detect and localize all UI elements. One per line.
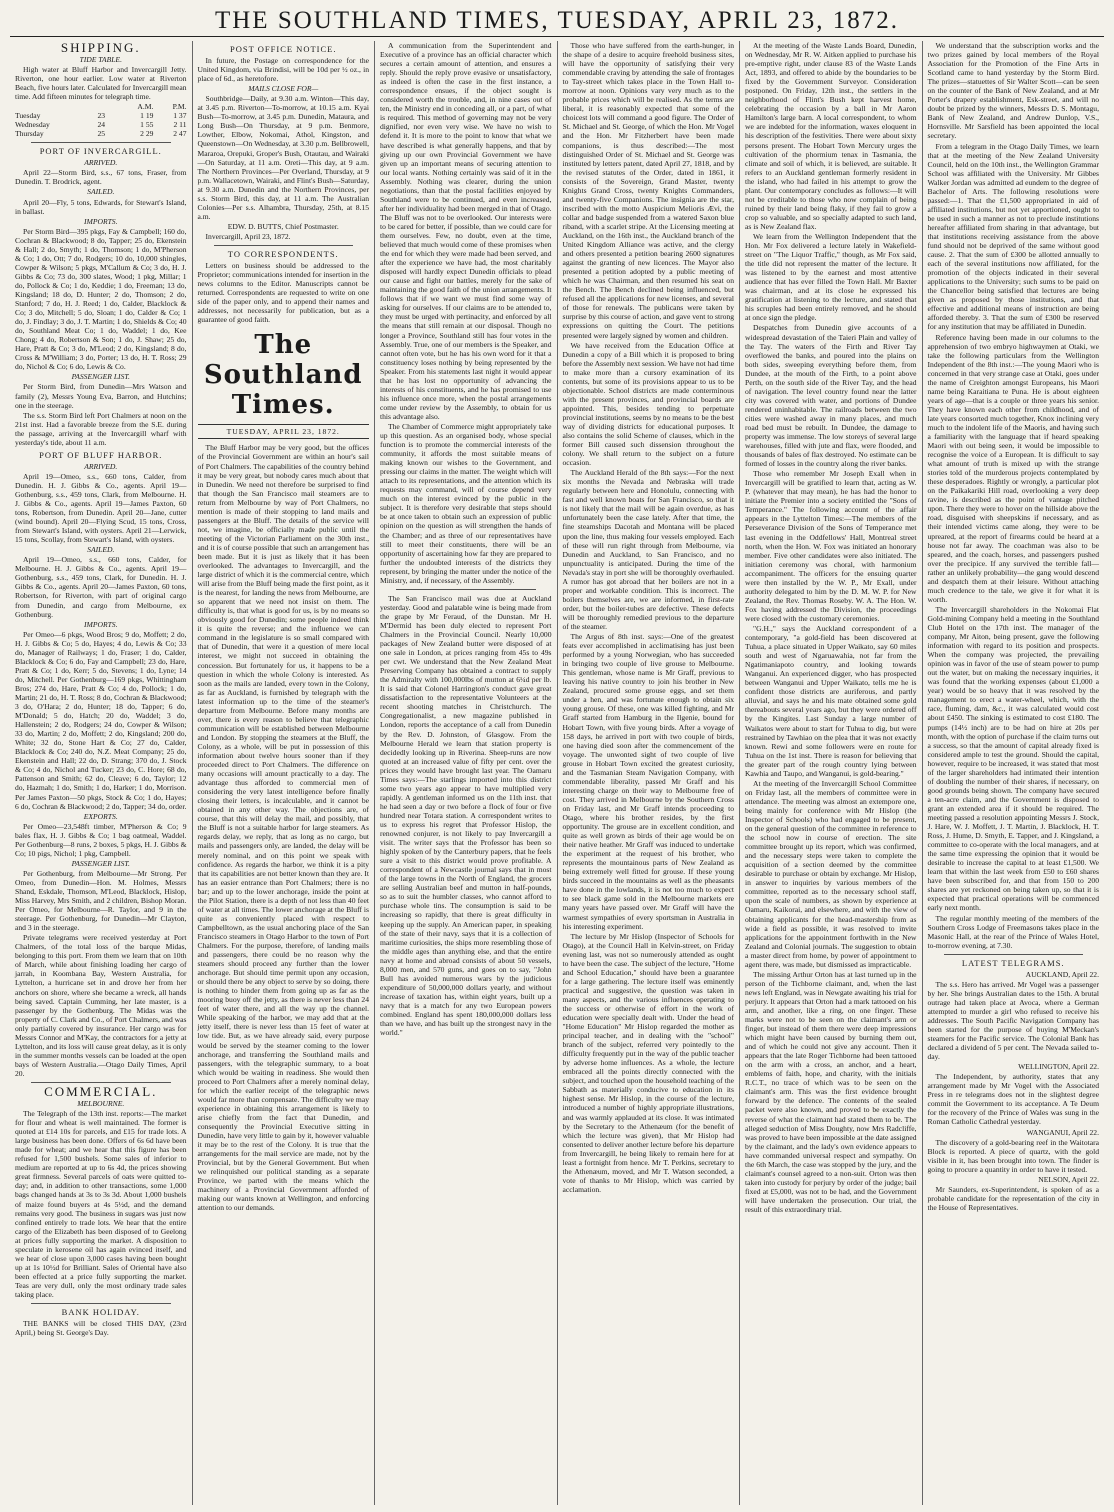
news-paragraph: At the meeting of the Invercargill School Committee on Friday last, all the members of committee were in attendance. The meeting was almost an extempore one, being mainly for conference with Mr Hislop (the Inspector of Schools) who had engaged to be present, on the general question of the committee in reference to the school now in course of erection. The site committee brought up its report, which was confirmed, and the necessary steps were taken to complete the acquisition of a section deemed by the committee desirable to purchase or obtain by exchange. Mr Hislop, in answer to inquiries by various members of the committee, reported as to the necessary school staff, upon the scale of numbers, as shown by experience at Oamaru, Kaikorai, and elsewhere, and with the view of obtaining applicants for the head-mastership from as wide a field as possible, it was resolved to invite applications for the appointment forthwith in the New Zealand and Colonial journals. The suggestion to obtain a master direct from home, by power of appointment to agent there, was made, but dismissed as impracticable. [745, 778, 917, 969]
telegram-text: Mr Saunders, ex-Superintendent, is spoken of as a probable candidate for the representation of the city in the House of Representatives. [927, 1184, 1099, 1212]
bluff-imports: Per Omeo—6 pkgs, Wood Bros; 9 do, Moffett; 2 do, H. J. Gibbs & Co; 5 do, Hayes; 4 do, Lewis & Co; 33 do, Manager of Railways; 1 do, Fraser; 1 do, Calder, Blacklock & Co; 6 do, Fay and Campbell; 23 do, Hare, Pratt & Co; 1 do, Kerr; 5 do, Stevens; 1 do, Lyne; 14 do, Mitchell. Per Gothenburg—169 pkgs, Whittingham Bros; 274 do, Hare, Pratt & Co; 4 do, Pollock; 1 do, Martin; 21 do, H. T. Ross; 8 do, Cochran & Blackwood; 3 do, O'Hara; 2 do, Hunter; 18 do, Tapper; 6 do, M'Donald; 5 do, Hatch; 20 do, Waddel; 3 do, Hallenstein; 2 do, Rodgers; 24 do, Cowper & Wilson; 33 do, Martin; 2 do, Moffett; 2 do, Kingsland; 200 do, White; 32 do, Stone Hart & Co; 27 do, Calder, Blacklock & Co; 240 do, N.Z. Meat Company; 25 do, Ekenstein and Hall; 22 do, D. Strang; 370 do, J. Stock & Co; 4 do, Nichol and Tucker; 23 do, C. Hore; 68 do, Pattenson and Smith; 62 do, Cleave; 6 do, Taylor; 12 do, Hazmah; 1 do, Smith; 1 do, Harker; 1 do, Morrison. Per James Paxton—50 pkgs, Stock & Co; 1 do, Hayes; 6 do, Cochran & Blackwood; 2 do, Tapper; 34 do, order. [15, 629, 187, 811]
divider [31, 142, 171, 143]
columns [10, 41, 1104, 1505]
news-paragraph: The Auckland Herald of the 8th says:—For the next six months the Nevada and Nebraska will trade regularly between here and Honolulu, connecting with fast and well known boats for San Francisco, so that it is not likely that the mail will be again overdue, as has unfortunately been the case lately. After that time, the fine steamships Dacotah and Montana will be placed upon the line, thus making four vessels employed. Each of these will run right through from Melbourne, via Dunedin and Auckland, to San Francisco, and no unpunctuality is anticipated. During the time of the Nevada's stay in port she will be thoroughly overhauled. A rumor has got abroad that her boilers are not in a proper and workable condition. This is incorrect. The boilers themselves are, we are informed, in first-rate order, but the boiler-tubes are defective. These defects will be thoroughly remedied previous to the departure of the steamer. [562, 468, 734, 631]
tide-day: Wednesday [15, 120, 50, 130]
tide-am: 1 19 [140, 111, 154, 121]
news-paragraph: Those who have suffered from the earth-hunger, in the shape of a desire to acquire freehold business sites, will have the opportunity of satisfying their very commendable craving by attending the sale of frontages to Tay-street which takes place in the Town Hall to-morrow at noon. Opinions vary very much as to the probable prices which will be realised. As the terms are liberal, it is reasonably expected that some of the choicest lots will command a good figure. The Order of St. Michael and St. George, of which the Hon. Mr Vogel and the Hon. Mr Fitzherbert have been made companions, is thus described:—The most distinguished Order of St. Michael and St. George was instituted by letters patent, dated April 27, 1818, and by the revised statutes of the Order, dated in 1861, it consists of the Sovereign, Grand Master, twenty Knights Grand Cross, twenty Knights Commanders, and twenty-five Companions. The insignia are the star, inscribed with the motto Auspicium Melioris Ævi, the collar and badge suspended from a watered Saxon blue riband, with a scarlet stripe. At the Licensing meeting at Auckland, on the 16th inst., the Auckland branch of the United Kingdom Alliance was active, and the clergy and others presented a petition bearing 2600 signatures against the granting of new licences. The Mayor also presented a petition adopted by a public meeting of which he was Chairman, and then resumed his seat on the Bench. The Bench declined being influenced, but refused all the applications for new licenses, and several of those for renewals. The publicans were taken by surprise by this course of action, and gave vent to strong expressions on quitting the Court. The petitions presented were largely signed by women and children. [562, 41, 734, 340]
editorial: The Bluff Harbor may be very good, but the offices of the Provincial Government are within an hour's sail of Port Chalmers. The capabilities of the country behind it may be very great, but nobody cares much about that in Dunedin. We need not therefore be surprised to find that though the San Francisco mail steamers are to return from Melbourne by way of Port Chalmers, no mention is made of their stopping to land mails and passengers at the Bluff. The details of the service will not, we imagine, be officially made public until the meeting of the Victorian Parliament on the 30th inst., and it is of course possible that such an arrangement has been made. But it is just as likely that it has been overlooked. The advantages to Invercargill, and the large district of which it is the commercial centre, which will arise from the Bluff being made the first point, as it is the nearest, for landing the news from Melbourne, are so apparent that we need not insist on them. The difficulty is, that what is good for us, is by no means so obviously good for Dunedin; some people indeed think it is quite the reverse; and the influence we can command in the legislature is so small compared with that of Dunedin, that were it a question of mere local interest, we might not succeed in obtaining the concession. But fortunately for us, it happens to be a question in which the whole Colony is interested. As soon as the mails are landed, every town in the Colony, as far as Auckland, is furnished by telegraph with the latest information up to the time of the steamer's departure from Melbourne. Before many months are over, there is every reason to believe that telegraphic communication will be established between Melbourne and London. By stopping the steamers at the Bluff, the Colony, as a whole, will be put in possession of this information about twelve hours sooner than if they proceeded direct to Port Chalmers. The difference on many occasions will amount practically to a day. The advantage thus afforded to commercial men of considering the very latest intelligence before finally closing their letters, is incalculable, and it cannot be obtained in any other way. The objections are, of course, that this will delay the mail, and possibly, that the Bluff is not a suitable harbor for large steamers. As regards delay, we reply, that as long as no cargo, but mails and passengers only, are landed, the delay will be merely nominal, and on this point we speak with confidence. As regards the harbor, we think it is a pity that its capabilities are not better known than they are. It has an easier entrance than Port Chalmers; there is no bar; and up to the lower anchorage, inside the point at the Pilot Station, there is a depth of not less than 40 feet of water at all times. The lower anchorage at the Bluff is quite as conveniently placed with respect to Campbelltown, as the usual anchoring place of the San Francisco steamers in Otago Harbor to the town of Port Chalmers. For the purpose, therefore, of landing mails and passengers, there could be no reason why the steamers should proceed any further than the lower anchorage. But should time permit upon any occasion, or should there be any object to serve by so doing, there is nothing to hinder them from going up as far as the mooring buoy off the jetty, as there is never less than 24 feet of water there, and all the way up the channel. While speaking of the harbor, we may add that at the jetty itself, there is never less than 15 feet of water at low tide. But, as we have already said, every purpose would be served by the steamer coming to the lower anchorage, and transferring the Southland mails and passengers, with the telegraphic summary, to a boat which would be waiting in readiness. She would then proceed to Port Chalmers after a merely nominal delay, for which the earlier receipt of the telegraphic news would far more than compensate. The difficulty we may experience in obtaining this arrangement is likely to arise chiefly from the fact that Dunedin, and consequently the Provincial Executive sitting in Dunedin, have very little to gain by it, however valuable it may be to the rest of the Colony. It is true that the arrangements for the mail service are made, not by the Provincial, but by the General Government. But when we relinquished our political standing as a separate Province, we parted with the means which the machinery of a Provincial Government afforded of making our wants known at Wellington, and enforcing attention to our demands. [197, 443, 370, 1213]
tide-table [15, 102, 187, 138]
post-office-heading: POST OFFICE NOTICE. [230, 44, 337, 54]
telegram-text: The s.s. Hero has arrived. Mr Vogel was a passenger by her. She brings Australian dates to the 15th. A brutal outrage had taken place at Avoca, where a German attempted to murder a girl who refused to receive his addresses. The South Pacific Navigation Company has been started for the purpose of buying M'Meckan's steamers for the Pacific service. The Colonial Bank has declared a dividend of 5 per cent. The Nevada sailed to-day. [927, 979, 1099, 1062]
arrived-label: ARRIVED. [84, 461, 118, 471]
divider [396, 589, 536, 590]
sailed-label: SAILED. [87, 545, 115, 555]
news-paragraph: We learn from the Wellington Independent that the Hon. Mr Fox delivered a lecture lately in Wakefield-street on "The Liquor Traffic," though, as Mr Fox said, the title did not represent the matter of the lecture. It was listened to by the earnest and most attentive audience that has ever filled the Town Hall. Mr Baxter was chairman, and at its close he expressed his gratification at listening to the lecture, and stated that his scruples had been entirely removed, and he should at once sign the pledge. [745, 231, 917, 323]
sailed-label: SAILED. [87, 187, 115, 197]
inv-passengers: Per Storm Bird, from Dunedin—Mrs Watson and family (2), Messrs Young Eva, Barron, and Hutchins; one in the steerage. [15, 382, 187, 410]
bluff-exports: Per Omeo—23,548ft timber, M'Pherson & Co; 9 bales flax, H. J. Gibbs & Co; 1 bag oatmeal, Waddel. Per Gothenburg—8 runs, 2 boxes, 5 pkgs, H. J. Gibbs & Co; 10 pigs, Nichol; 1 pkg, Campbell. [15, 821, 187, 858]
passenger-list-label: PASSENGER LIST. [71, 372, 130, 382]
tide-header-row [15, 102, 187, 111]
inv-imports: Per Storm Bird—395 pkgs, Fay & Campbell; 160 do, Cochran & Blackwood; 8 do, Tapper; 25 do, Ekenstein & Hall; 2 do, Smyth; 1 do, Thomson; 1 do, M'Pherson & Co; 1 do, Ott; 7 do, Rodgers; 10 do, 10,000 shingles, Cowper & Wilson; 5 pkgs, M'Callum & Co; 3 do, H. J. Gibbs & Co; 73 do, 300 slates, Wood; 1 pkg, Millar; 1 do, Pollock & Co; 1 do, Keddie; 1 do, Freeman; 13 do, Kingsland; 18 do, D. Hunter; 2 do, Thomson; 2 do, Stanford; 7 do, H. J. Reed; 1 do, Calder, Blacklock & Co; 3 do, Mitchell; 5 do, Sloan; 1 do, Calder & Co; 1 do, J. Findlay; 3 do, J. T. Martin; 1 do, Shields & Co; 40 do, Southland Meat Co; 1 do, Waddel; 1 do, Kee Chong; 4 do, Robertson & Son; 1 do, J. Shaw; 25 do, Hare, Pratt & Co; 3 do, M'Leod; 2 do, Kingsland; 8 do, Cross & M'William; 3 do, Porter; 13 do, H. T. Ross; 29 do, Nichol & Co; 6 do, Lewis & Co. [15, 226, 187, 372]
passenger-list-label: PASSENGER LIST. [71, 858, 130, 868]
tide-pm: 1 37 [173, 111, 187, 121]
news-paragraph: The missing Arthur Orton has at last turned up in the person of the Tichborne claimant, and, when the last news left England, was in Newgate awaiting his trial for perjury. It appears that Orton had a mark tattooed on his arm, and another, like a ring, on one finger. These marks were not to be seen on the claimant's arm or finger, but instead of them there were deep impressions which might have been caused by burning them out, and of which he could not give any account. Then it appears that the late Roger Tichborne had been tattooed on the arm with a cross, an anchor, and a heart, emblems of faith, hope, and charity, with the initials R.C.T., no trace of which was to be seen on the claimant's arm. This was the first evidence brought forward by the defence. The contents of the sealed packet were also known, and proved to be exactly the reverse of what the claimant had stated them to be. The alleged seduction of Miss Doughty, now Mrs Radcliffe, was proved to have been impossible at the date assigned by the claimant, and the lady's own evidence appears to have commanded universal respect and sympathy. On the 6th March, the case was stopped by the jury, and the claimant's counsel agreed to a non-suit. Orton was then taken into custody for perjury by order of the judge; bail fixed at £5,000, was not to be had, and the Government will have undertaken the prosecution. Our trial, the result of this extraordinary trial. [745, 969, 917, 1214]
news-paragraphs: The San Francisco mail was due at Auckland yesterday. Good and palatable wine is being made from the grape by Mr Feraud, of the Dunstan. Mr H. M'Dermid has been duly elected to represent Port Chalmers in the Provincial Council. Nearly 10,000 packages of New Zealand butter were disposed of at one sale in London, at prices ranging from 45s to 49s per cwt. We understand that the New Zealand Meat Preserving Company has obtained a contract to supply the Admiralty with 100,000lbs of mutton at 6¼d per lb. It is said that Colonel Harrington's conduct gave great dissatisfaction to the representative Volunteers at the recent shooting matches in Christchurch. The Congregationalist, a new magazine published in London, reports the acceptance of a call from Dunedin by the Rev. D. Johnston, of Glasgow. From the Melbourne Herald we learn that station property is decidedly looking up in Riverina. Sheep-runs are now quoted at an increased value of fifty per cent. over the prices they would have brought last year. The Oamaru Times says:—The starlings imported into this district some two years ago appear to have multiplied very rapidly. A gentleman informed us on the 11th inst. that he had seen a day or two before a flock of four or five hundred near Totara station. A correspondent writes to us to express his regret that Professor Hislop, the renowned conjurer, is not likely to pay Invercargill a visit. The writer says that the Professor has been so highly spoken of by the Canterbury papers, that he feels sure a visit to this district would prove profitable. A correspondent of a Newcastle journal says that in most of the large towns in the North of England, the grocers are selling Australian beef and mutton in half-pounds, so as to suit the humbler classes, who cannot afford to purchase whole tins. The consumption is said to be increasing so rapidly, that there is great difficulty in keeping up the supply. An American paper, in speaking of the state of their navy, says that it is a collection of maritime curiosities, the ships more resembling those of the middle ages than anything else, and that the entire navy at home and abroad consists of about 50 vessels, 8,000 men, and 570 guns, and goes on to say, "John Bull has avoided numerous wars by the judicious expenditure of 50,000,000 dollars yearly, and without increase of taxation has, within eight years, built up a navy that is a match for any two European powers combined. England has spent 180,000,000 dollars less than we have, and has built up the strongest navy in the world." [380, 593, 552, 1038]
news-paragraph: "G.H.," says the Auckland correspondent of a contemporary, "a gold-field has been discovered at Tuhua, a place situated in Upper Waikato, say 60 miles south and west of Ngaruawahia, not far from the Ngatimaniapoto country, and looking towards Wanganui. An experienced digger, who has prospected between Wanganui and Upper Waikato, tells me he is confident those districts are auriferous, and partly alluvial, and says he and his mate obtained some gold thereabouts several years ago, but they were ordered off by the Kingites. Last Sunday a large number of Waikatos were about to start for Tuhua to dig, but were restrained by Tawhiao on the plea that it was not exactly known. Rewi and some followers were en route for Tuhua on the 1st inst. There is reason for believing that the greater part of the rough country lying between Kawhia and Taupo, and Wanganui, is gold-bearing." [745, 624, 917, 778]
divider [31, 1082, 171, 1083]
tide-pm: 2 47 [173, 129, 187, 139]
telegrams-heading: LATEST TELEGRAMS. [961, 957, 1065, 968]
inv-arrived: April 22—Storm Bird, s.s., 67 tons, Fraser, from Dunedin. T. Brodrick, agent. [15, 168, 187, 187]
masthead: THE SOUTHLAND TIMES, TUESDAY, APRIL 23, 1872. [10, 6, 1104, 37]
correspondents-text: Letters on business should be addressed to the Proprietor; communications intended for insertion in the news columns to the Editor. Manuscripts cannot be returned. Correspondents are requested to write on one side of the paper only, and to append their names and addresses, not necessarily for publication, but as a guarantee of good faith. [197, 261, 369, 325]
telegram-dateline: NELSON, April 22. [1038, 1174, 1099, 1184]
arrived-label: ARRIVED. [84, 158, 118, 168]
column-6 [923, 41, 1105, 1505]
news-paragraph: We understand that the subscription works and the two prizes gained by local members of the Royal Association for the Promotion of the Fine Arts in Scotland came to hand yesterday by the Storm Bird. The prizes—statuettes of Sir Walter Scott—can be seen on the counter of the Bank of New Zealand, and at Mr Porter's drapery establishment, Esk-street, and will no doubt be prized by the winners, Messrs D. S. Montagu, Bank of New Zealand, and Andrew Dunlop, V.S., Hornsville. Mr Sarsfield has been appointed the local secretary. [927, 41, 1099, 141]
news-paragraph: Despatches from Dunedin give accounts of a widespread devastation of the Taieri Plain and valley of the Tay. The waters of the Firth and River Tay overflowed the banks, and poured into the plains on both sides, sweeping everything before them, from Dundee, at the mouth of the Firth, to a point above Perth, on the south side of the River Tay, and the head of navigation. The level country found near the latter city was covered with water, and portions of Dundee rendered uninhabitable. The railroads between the two cities were washed away in many places, and much road bed must be rebuilt. In Dundee, the damage to property was immense. The low storeys of several large warehouses, filled with jute and flax, were flooded, and thousands of bales of flax destroyed. No estimate can be formed of losses in the country along the river banks. [745, 323, 917, 469]
divider [944, 954, 1084, 955]
tide-row [15, 120, 187, 129]
bluff-sailed: April 19—Omeo, s.s., 660 tons, Calder, for Melbourne. H. J. Gibbs & Co., agents. April 19—Gothenburg, s.s., 459 tons, Clark, for Dunedin. H. J. Gibbs & Co., agents. April 20—James Paxton, 60 tons, Robertson, for Riverton, with part of original cargo from Dunedin, and cargo from Melbourne, ex Gothenburg. [15, 555, 187, 619]
tide-day: Tuesday [15, 111, 41, 121]
news-paragraph: The Argus of 8th inst. says:—One of the greatest feats ever accomplished in acclimatising has just been performed by a young Norwegian, who has succeeded in bringing two couple of live grouse to Melbourne. This gentleman, whose name is Mr Graff, previous to leaving his native country to join his brother in New Zealand, procured some grouse eggs, and set them under a hen, and was fortunate enough to obtain six young grouse. Of these, one was killed fighting, and Mr Graff started from Hamburg in the Ilgenie, bound for Hobart Town, with five young birds. After a voyage of 158 days, he arrived in port with two couple of birds, one having died soon after the commencement of the voyage. The unwonted sight of two couple of live grouse in Hobart Town excited the greatest curiosity, and the Tasmanian Steam Navigation Company, with commendable liberality, passed Mr Graff and his interesting charge on their way to Melbourne free of cost. They arrived in Melbourne by the Southern Cross on Friday last, and Mr Graff intends proceeding to Otago, where his brother resides, by the first opportunity. The grouse are in excellent condition, and quite as well grown as birds of their age would be on their native heather. Mr Graff was induced to undertake the experiment at the request of his brother, who represents the mountainous parts of New Zealand as being extremely well fitted for grouse. If these young birds succeed in the mountains as well as the pheasants have done in the lowlands, it is not too much to expect to see black game sold in the Melbourne markets ere many years have passed over. Mr Graff will have the warmest sympathies of every sportsman in Australia in his interesting experiment. [562, 632, 734, 931]
news-paragraph: Reference having been made in our columns to the apprehension of two embryo highwaymen at Otaki, we take the following particulars from the Wellington Independent of the 8th inst.:—The young Maori who is concerned in that very strange case at Otaki, goes under the name of Creighton amongst Europeans, his Maori name being Karaitiana te Puna. He is about eighteen years of age—that is a couple or three years his senior. They have known each other from childhood, and of late years consorted much together, Knox inclining very much to the indolent life of the Maoris, and having such a familiarity with the language that if heard speaking Maori with out being seen, it would be impossible to recognise the voice of a European. It is difficult to say what amount of truth is mixed up with the strange stories told of the murderous projects contemplated by these desperadoes. Rightly or wrongly, a particular plot on the Paikakariki Hill road, overlooking a very deep ravine, is described as the point of vantage pitched upon. There they were to hover on the hillside above the road, disguised with sheepskins if necessary, and as their intended victims came along, they were to be upreared, at the report of firearms could be heard at a house not far away. The coachman was also to be speared, and the coach, horses, and passengers pushed over the precipice. If any survived the terrible fall—rather an unlikely probability—the gang would descend and despatch them at their leisure. Without attaching much credence to the tale, we give it for what it is worth. [927, 332, 1099, 604]
news-paragraph: From a telegram in the Otago Daily Times, we learn that at the meeting of the New Zealand University Council, held on the 10th inst., the Wellington Grammar School was affiliated with the University. Mr Gibbes Walker Jordan was admitted ad eundem to the degree of Bachelor of Arts. The following resolutions were passed:—1. That the £1,500 appropriated in aid of affiliated institutions, but not yet apportioned, ought to be used in such a manner as not to preclude institutions hereafter affiliated from sharing in that advantage, but that institutions receiving assistance from the above fund should not be deprived of the same without good cause. 2. That the sum of £300 be allotted annually to each of the several institutions now affiliated, for the promotion of the objects indicated in their several applications to the University; such sums to be paid on the Chancellor being satisfied that lectures are being given as proposed by those institutions, and that effective and additional means of instruction are being afforded thereby. 3. That the sum of £300 be reserved for any institution that may be affiliated in Dunedin. [927, 141, 1099, 332]
tide-day: Thursday [15, 129, 44, 139]
tide-pm: 2 11 [173, 120, 187, 130]
imports-label: IMPORTS. [83, 619, 118, 629]
column-5 [740, 41, 923, 1505]
tide-date: 24 [97, 120, 106, 130]
dateline: TUESDAY, APRIL 23, 1872. [198, 424, 370, 439]
newspaper-nameplate: The Southland Times. [203, 330, 363, 421]
inv-sailed: April 20—Fly, 5 tons, Edwards, for Stewart's Island, in ballast. [15, 197, 187, 216]
port-invercargill-heading: PORT OF INVERCARGILL. [39, 146, 162, 157]
shipping-heading: SHIPPING. [60, 41, 141, 55]
storm-bird-note: The s.s. Storm Bird left Port Chalmers at noon on the 21st inst. Had a favorable breeze from the S.E. during the passage, arriving at the Invercargill wharf with yesterday's tide, about 11 a.m. [15, 410, 187, 447]
tide-date: 23 [97, 111, 106, 121]
imports-label: IMPORTS. [83, 216, 118, 226]
tide-am-header: A.M. [137, 102, 154, 112]
editorial-continued: A communication from the Superintendent and Executive of a province has an official character which secures a certain amount of attention, and ensures a reply. Should the reply prove evasive or unsatisfactory, as indeed is often the case in the first instance, a correspondence ensues, if the object sought is considered worth the trouble, and, in nine cases out of ten, the Ministry end in conceding all, or a part, of what is required. This method of governing may not be very dignified, nor even very wise. We have no wish to defend it. It is more to the point to know that what we have described is what generally happens, and that by giving up our own Provincial Government we have given up an important means of securing attention to our local wants. Nothing certainly was said of it in the Assembly. Nothing was clearer, during the union negotiations, than that the postal facilities enjoyed by Southland were to be continued, and even increased, after her individuality had been merged in that of Otago. The Bluff was not to be overlooked. Our interests were to be cared for better, if possible, than we could care for them ourselves. Few, no doubt, even at the time, believed that much would come of these promises when the end for which they were made had been served, and after the experience we have had, the most charitably disposed will hardly expect Dunedin officials to plead our cause and fight our battles, merely for the sake of maintaining the good faith of the union arrangements. It follows that if we want we must find some way of asking for ourselves. If our claims are to be attended to, they must be urged with pertinacity, and enforced by all the means that still remain at our disposal. Though no longer a Province, Southland still has four votes in the Assembly. True, one of our members is the Speaker, and cannot often vote, but he has his own word for it that a constituency loses nothing by being represented by the Speaker. From his statements last night it would appear that he has lost no opportunity of advancing the interests of his constituents, and he has promised to use his influence once more, when the postal arrangements come under review by the Assembly, to obtain for us this advantage also. [380, 41, 552, 421]
divider [31, 1303, 171, 1304]
tide-intro: High water at Bluff Harbor and Invercargill Jetty. Riverton, one hour earlier. Low water at Riverton Beach, five hours later. Calculated for Invercargill mean time. Add fifteen minutes for telegraph time. [15, 65, 187, 102]
correspondents-heading: TO CORRESPONDENTS. [227, 248, 339, 259]
commercial-heading: COMMERCIAL. [44, 1083, 158, 1099]
bank-holiday-heading: BANK HOLIDAY. [61, 1307, 140, 1318]
tide-row [15, 129, 187, 138]
column-2 [193, 41, 376, 1505]
telegram-text: The Independent, by authority, states that any arrangement made by Mr Vogel with the Associated Press in re telegrams does not in the slightest degree commit the Government to its acceptance. A Te Deum for the recovery of the Prince of Wales was sung in the Roman Catholic Cathedral yesterday. [927, 1072, 1099, 1127]
tide-am: 2 29 [140, 129, 154, 139]
tide-date: 25 [97, 129, 106, 139]
news-paragraph: We have received from the Education Office at Dunedin a copy of a Bill which it is proposed to bring before the Assembly next session. We have not had time to make more than a cursory examination of its contents, but some of its provisions appear to us to be objectionable. School districts are made conterminous with the present provinces, and provincial boards are appointed. This, besides tending to perpetuate provincial institutions, seems by no means to be the best way of dividing districts for educational purposes. It also contains the solid Scheme of clauses, which in the former Bill caused such dissension throughout the colony. We shall return to the subject on a future occasion. [562, 340, 734, 468]
news-paragraph: The regular monthly meeting of the members of the Southern Cross Lodge of Freemasons takes place in the Masonic Hall, at the rear of the Prince of Wales Hotel, to-morrow evening, at 7.30. [927, 913, 1099, 950]
telegram-dateline: WELLINGTON, April 22. [1018, 1062, 1099, 1072]
port-bluff-heading: PORT OF BLUFF HARBOR. [39, 449, 163, 460]
telegram-text: The discovery of a gold-bearing reef in the Waitotara Block is reported. A piece of quartz, with the gold visible in it, has been brought into town. The finder is going to procure a quantity in order to have it tested. [927, 1137, 1099, 1174]
telegram-dateline: WANGANUI, April 22. [1026, 1127, 1099, 1137]
commercial-text: The Telegraph of the 13th inst. reports:—The market for flour and wheat is well maintained. The former is quoted at £14 10s for parcels, and £15 for trade lots. A large business has been done. Offers of 6s 6d have been made for wheat; and we hear that this figure has been refused for 1,500 bushels. Some sales of inferior to medium are reported at up to 6s 4d, the prices showing great firmness. Several parcels of oats were quitted to-day; and, in addition to other transactions, some 1,000 bags changed hands at 3s to 3s 3d. About 1,000 bushels of maize found buyers at 4s 5½d, and the demand remains very good. The business in sugars was just now confined entirely to trade lots. We hear that the entire cargo of the Elizabeth has been disposed of to Geelong at prices fully supporting the market. A disposition to speculate in kerosene oil has again evinced itself, and we hear of close upon 3,000 cases having been bought up at 1s 10½d for Brilliant. Sales of Oriental have also been effected at a price fully supporting the market. Teas are very dull, only the most ordinary trade sales taking place. [15, 1109, 187, 1299]
tide-row [15, 111, 187, 120]
mail-schedule: Southbridge—Daily, at 9.30 a.m. Winton—This day, at 3.45 p.m. Riverton—To-morrow, at 10.15 a.m. Kyai Bush—To-morrow, at 3.45 p.m. Dunedin, Mataura, and Long Bush—On Thursday, at 9 p.m. Benmore, Lowther, Elbow, Nokomai, Athol, Kingston, and Queenstown—On Wednesday, at 3.30 p.m. Bellbrowell, Mararoa, Orepuki, Groper's Bush, Otautau, and Wairaki—On Saturday, at 11 a.m. Oreti—This day, at 9 a.m. The Northern Provinces—Per Overland, Thursday, at 9 p.m. Wallacetown, Wairaki, and Flint's Bush—Saturday, at 9.30 a.m. Dunedin and the Northern Provinces, per s.s. Storm Bird, this day, at 11 a.m. The Australian Colonies—Per s.s. Alhambra, Thursday, 25th, at 8.15 a.m. [197, 94, 369, 221]
bank-holiday-notice: THE BANKS will be closed THIS DAY, (23rd April,) being St. George's Day. [15, 1319, 187, 1338]
post-intro: In future, the Postage on correspondence for the United Kingdom, via Brindisi, will be 10d per ½ oz., in place of 6d., as heretofore. [197, 56, 369, 84]
divider [214, 245, 354, 246]
tide-am: 1 55 [140, 120, 154, 130]
mails-close-label: MAILS CLOSE FOR— [248, 84, 319, 94]
wreck-report: Private telegrams were received yesterday at Port Chalmers, of the total loss of the barque Midas, belonging to this port. From them we learn that on 10th of March, while about finishing loading her cargo of jarrah, in Koombana Bay, Western Australia, for Lyttelton, a hurricane set in and drove her from her anchors on shore, where she became a wreck, all hands being saved. Captain Cumming, her late master, is a passenger by the Gothenburg. The Midas was the property of C. Clark and Co., of Port Chalmers, and was only partially covered by insurance. Her cargo was for Messrs Connor and M'Kay, the contractors for a jetty at Lyttelton, and its loss will cause great delay, as it is only in the summer months vessels can be loaded at the open bays of Western Australia.—Otago Daily Times, April 20. [15, 933, 187, 1078]
exports-label: EXPORTS. [83, 811, 118, 821]
column-1 [10, 41, 193, 1505]
tide-pm-header: P.M. [172, 102, 187, 112]
news-paragraph: The lecture by Mr Hislop (Inspector of Schools for Otago), at the Council Hall in Kelvin-street, on Friday evening last, was not so numerously attended as ought to have been the case. The subject of the lecture, "Home and School Education," should have been a guarantee for a large gathering. The lecture itself was eminently practical and suggestive, the question was taken in many aspects, and the various influences operating to the success or otherwise of effort in the work of education were specially dealt with. Under the head of "Home Education" Mr Hislop regarded the mother as principal teacher, and in dealing with the "school" branch of the subject, referred very pointedly to the difficulty frequently put in the way of the public teacher by adverse home influences. As a whole, the lecture embraced all the points directly connected with the subject, and touched upon the household teaching of the Sabbath as materially conducive to education in its highest sense. Mr Hislop, in the course of the lecture, introduced a number of highly appropriate illustrations, and was warmly applauded at its close. It was intimated by the Secretary to the Athenæum (for the benefit of which the lecture was given), that Mr Hislop had consented to deliver another lecture before his departure from Invercargill, he being likely to remain here for at least a fortnight from hence. Mr T. Perkins, secretary to the Athenæum, moved, and Mr T. Watson seconded, a vote of thanks to Mr Hislop, which was carried by acclamation. [562, 931, 734, 1194]
postmaster-signature: EDW. D. BUTTS, Chief Postmaster. [227, 221, 339, 231]
editorial-chamber: The Chamber of Commerce might appropriately take up this question. As an organised body, whose special function is to promote the commercial interests of the community, it affords the most suitable means of making known our wishes to the Government, and pressing our claims in the matter. The weight which will attach to its representations, and the attention which its requests may command, will of course depend very much on the interest evinced by the public in the subject. It is therefore very desirable that steps should be at once taken to obtain such an expression of public opinion on the question as will strengthen the hands of the Chamber; and as three of our representatives have still to meet their constituents, there will be an opportunity of ascertaining how far they are prepared to further the undoubted interests of the districts they represent, by bringing the matter under the notice of the Ministry, and, if necessary, of the Assembly. [380, 421, 552, 585]
news-paragraph: At the meeting of the Waste Lands Board, Dunedin, on Wednesday, Mr R. W. Aitken applied to purchase his pre-emptive right, under clause 83 of the Waste Lands Act, 1893, and offered to abide by the boundaries to be fixed by the Government Surveyor. Consideration postponed. On Friday, 12th inst., the settlers in the neighborhood of Flint's Bush kept harvest home, celebrating the occasion by a ball in Mr Aaron Hamilton's large barn. A local correspondent, to whom we are indebted for the information, waxes eloquent in his description of the festivities. There were about sixty persons present. The Hobart Town Mercury urges the cultivation of the phormium tenax in Tasmania, the climate and soil of which, it is believed, are suitable. It refers to an Auckland gentleman formerly resident in the island, who had failed in his attempt to grow the plant. Our contemporary concludes as follows:—It will not be creditable to those who now complain of being ruined by their land being flaky, if they fail to grow a crop so valuable, and so specially adapted to such land, as is New Zealand flax. [745, 41, 917, 231]
column-3 [375, 41, 558, 1505]
signature-date: Invercargill, April 23, 1872. [205, 231, 291, 241]
melbourne-subheading: MELBOURNE. [77, 1099, 125, 1109]
tide-table-heading: TIDE TABLE. [79, 55, 122, 65]
telegram-dateline: AUCKLAND, April 22. [1025, 969, 1099, 979]
news-paragraph: The Invercargill shareholders in the Nokomai Flat Gold-mining Company held a meeting in the Southland Club Hotel on the 17th inst. The manager of the company, Mr Aiton, being present, gave the following information with regard to its position and prospects. When the company was projected, the prevailing opinion was in favor of the use of steam power to pump out the water, but on making the necessary inquiries, it was found that the working expenses (about £1,000 a year) would be so heavy that it was resolved by the management to erect a water-wheel, which, with the race, fluming, dam, &c., it was calculated would cost about £450. The sinking is estimated to cost £180. The pumps (14½ inch) are to be had on hire at 20s per month, with the option of purchase if the claim turns out a success, so that the amount of capital already fixed is considered ample to test the ground. Should the capital, however, require to be increased, it was stated that most of the larger shareholders had intimated their intention of doubling the number of their shares, if necessary, on good grounds being shown. The company have secured a ten-acre claim, and the Government is disposed to grant an extended area if it should be required. The meeting passed a resolution appointing Messrs J. Stock, J. Hare, W. J. Moffett, J. T. Martin, J. Blacklock, H. T. Ross, J. Hume, D. Smyth, E. Tapper, and J. Kingsland, a committee to co-operate with the local managers, and at the same time expressing the opinion that it would be desirable to increase the capital to at least £1,500. We learn that within the last week from £50 to £60 shares have been subscribed for, and that from 150 to 200 shares are yet reckoned on being taken up, so that it is expected that practical operations will be commenced early next month. [927, 604, 1099, 913]
column-4 [558, 41, 741, 1505]
news-paragraph: Those who remember Mr Joseph Exall when in Invercargill will be gratified to learn that, acting as W. P. (whatever that may mean), he has had the honor to initiate the Premier into a society entitled the "Sons of Temperance." The following account of the affair appears in the Lyttelton Times:—The members of the Perseverance Division of the Sons of Temperance met last evening in the Oddfellows' Hall, Montreal street north, when the Hon. W. Fox was initiated an honorary member. Five other candidates were also initiated. The initiation ceremony was choral, with harmonium accompaniment. The officers for the ensuing quarter were then installed by the W. P., Mr Exall, under authority delegated to him by the D. M. W. P. for New Zealand, the Rev. Thomas Roseby. W. A. The Hon. W. Fox having addressed the Division, the proceedings were closed with the customary ceremonies. [745, 469, 917, 623]
bluff-passengers: Per Gothenburg, from Melbourne—Mr Strong. Per Omeo, from Dunedin—Hon. M. Holmes, Messrs Shand, Eskdale, Thomson, M'Leod, Blacklock, Hislop, Miss Harvey, Mrs Smith, and 2 children, Bishop Moran. Per Omeo, for Melbourne—R. Taylor, and 9 in the steerage. Per Gothenburg, for Dunedin—Mr Clayton, and 3 in the steerage. [15, 868, 187, 933]
bluff-arrived: April 19—Omeo, s.s., 660 tons, Calder, from Dunedin. H. J. Gibbs & Co., agents. April 19—Gothenburg, s.s., 459 tons, Clark, from Melbourne. H. J. Gibbs & Co., agents. April 19—James Paxton, 60 tons, Robertson, from Dunedin. April 20—Jane, cutter (wind bound). April 20—Flying Scud, 15 tons, Cross, from Stewart's Island, with oysters. April 21—Lerwick, 15 tons, Scollay, from Stewart's Island, with oysters. [15, 471, 187, 545]
